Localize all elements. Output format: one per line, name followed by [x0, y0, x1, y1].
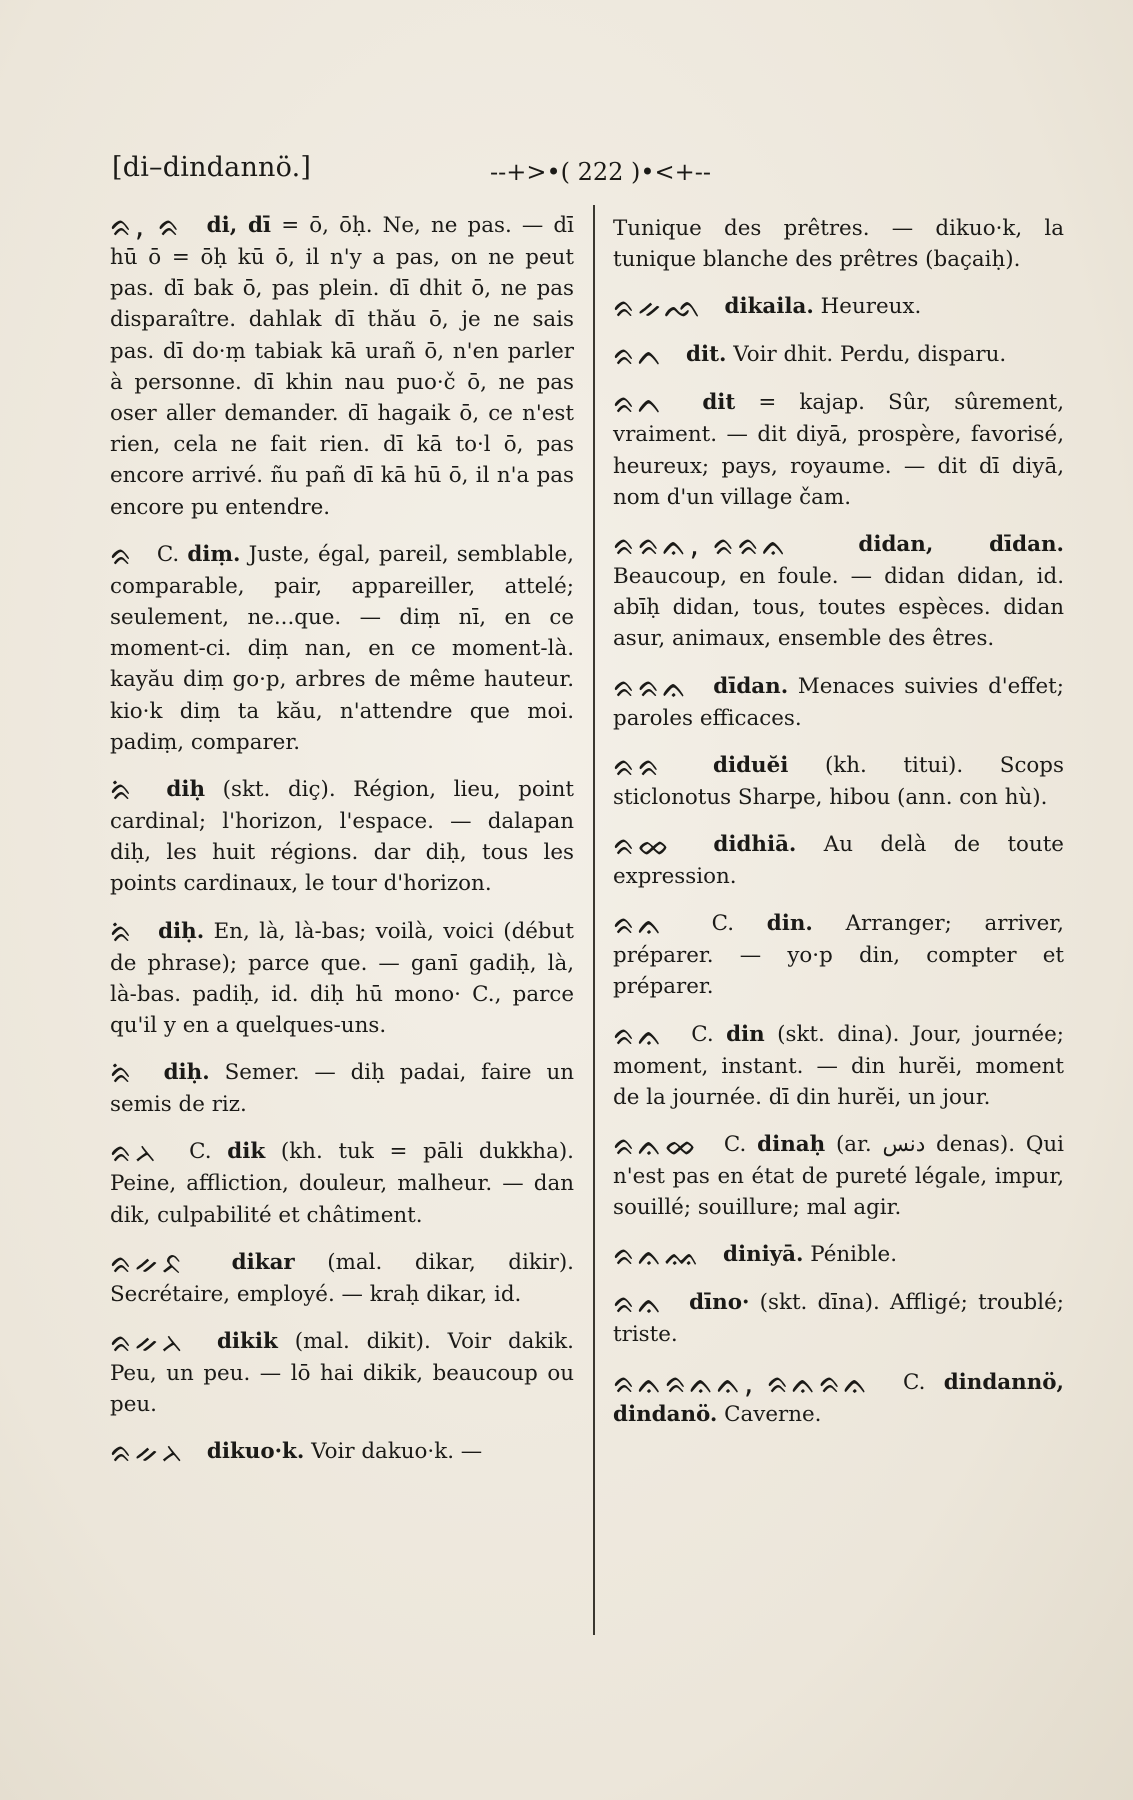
entry-definition: (kh. titui). Scops sticlonotus Sharpe, hibou (ann. con hù). [613, 752, 1064, 810]
dictionary-entry [110, 1247, 574, 1310]
entry-headword: din [726, 1021, 765, 1047]
entry-definition: Menaces suivies d'effet; paroles efficaces. [613, 673, 1064, 731]
entry-definition: En, là, là-bas; voilà, voici (début de phrase); parce que. — ganī gadiḥ, là, là-bas. padiḥ, id. diḥ hū mono· C., parce qu'il y en a quelques-uns. [110, 918, 574, 1039]
dictionary-entry [110, 1136, 574, 1230]
entry-definition: (mal. dikit). Voir dakik. Peu, un peu. — lō hai dikik, beaucoup ou peu. [110, 1329, 574, 1418]
entry-definition: = kajap. Sûr, sûrement, vraiment. — dit diyā, prospère, favorisé, heureux; pays, royaume. — dit dī diyā, nom d'un village čam. [613, 390, 1064, 510]
cham-script: ᨑᨊᨐ [613, 1238, 703, 1274]
dictionary-entry [110, 210, 574, 523]
dictionary-entry [613, 1287, 1064, 1350]
dictionary-entry [613, 290, 1064, 326]
entry-definition: Pénible. [810, 1242, 897, 1268]
entry-headword: diṃ. [187, 541, 241, 567]
entry-prefix: C. [691, 1021, 714, 1047]
entry-definition: Voir dhit. Perdu, disparu. [733, 342, 1007, 368]
column-divider [593, 205, 595, 1635]
entry-headword: diḥ [166, 777, 205, 803]
entry-headword: dindannö, dindanö. [613, 1369, 1064, 1427]
entry-definition: = ō, ōḥ. Ne, ne pas. — dī hū ō = ōḥ kū ō, il n'y a pas, on ne peut pas. dī bak ō, pas plein. dī dhit ō, ne pas disparaître. dahlak dī thău ō, je ne sais pas. dī do·ṃ tabiak kā urañ ō, n'en parler à personne. dī khin nau puo·č ō, ne pas oser aller demander. dī hagaik ō, ce n'est rien, cela ne fait rien. dī kā to·l ō, pas encore arrivé. ñu pañ dī kā hū ō, il n'a pas encore pu entendre. [110, 213, 574, 520]
cham-script: ᨑᨀᨂ [110, 1435, 187, 1471]
dictionary-entry-continued [613, 213, 1064, 275]
cham-script: ᨑᨊ [613, 1286, 665, 1322]
dictionary-entry [613, 529, 1064, 655]
cham-script: ᨑᨊᨑᨊᨊ, ᨑᨊᨑᨊ [613, 1365, 871, 1401]
dictionary-entry [613, 671, 1064, 734]
entry-headword: didan, dīdan. [858, 532, 1064, 558]
entry-headword: dikaila. [724, 294, 814, 320]
cham-script: ᨑᨖ [613, 828, 672, 864]
entry-definition: (skt. diç). Région, lieu, point cardinal; l'horizon, l'espace. — dalapan diḥ, les huit régions. dar diḥ, tous les points cardinaux, le tour d'horizon. [110, 777, 574, 897]
cham-script: ᨑᨀᨒ [613, 290, 704, 326]
entry-definition: (skt. dina). Jour, journée; moment, instant. — din hurĕi, moment de la journée. dī din hurĕi, un jour. [613, 1021, 1064, 1110]
entry-headword: diduĕi [713, 752, 789, 778]
entry-headword: dikuo·k. [206, 1439, 305, 1465]
entry-definition: (skt. dīna). Affligé; troublé; triste. [613, 1290, 1064, 1348]
entry-headword: dīdan. [713, 673, 789, 699]
dictionary-entry [613, 1238, 1064, 1274]
entry-prefix: C. [156, 541, 180, 567]
cham-script: ᨑᨑ [613, 748, 663, 784]
dictionary-entry [613, 750, 1064, 813]
entry-definition: Tunique des prêtres. — dikuo·k, la tunique blanche des prêtres (baçaiḥ). [613, 216, 1064, 273]
entry-definition: (ar. دنس denas). Qui n'est pas en état de pureté légale, impur, souillé; souillure; mal agir. [613, 1132, 1064, 1221]
cham-script: ᨑᨊ [613, 1017, 665, 1053]
entry-prefix: C. [711, 911, 734, 937]
entry-definition: Caverne. [724, 1401, 822, 1427]
right-column [613, 213, 1064, 1446]
cham-script: ᨑᨗ [110, 1056, 135, 1092]
dictionary-entry [110, 1326, 574, 1420]
entry-definition: Arranger; arriver, préparer. — yo·p din, compter et préparer. [613, 911, 1064, 1000]
cham-script: ᨑᨊᨖ [613, 1128, 700, 1164]
entry-prefix: C. [723, 1132, 747, 1158]
entry-headword: dit [702, 390, 736, 416]
entry-definition: Semer. — diḥ padai, faire un semis de riz. [110, 1060, 574, 1118]
entry-headword: dit. [686, 342, 727, 368]
cham-script: ᨑᨀᨂ [110, 1325, 187, 1361]
cham-script: ᨑᨈ [613, 338, 666, 374]
entry-headword: di, dī [206, 213, 272, 238]
cham-script: ᨑᨗ [110, 773, 135, 809]
cham-script: ᨑᨑᨊ [613, 669, 690, 705]
entry-headword: diniyā. [722, 1242, 804, 1268]
cham-script: ᨑᨀᨅ [110, 1245, 186, 1281]
cham-script: ᨑᨊ [613, 907, 665, 943]
entry-headword: dīno· [689, 1290, 750, 1316]
entry-headword: dikik [216, 1329, 278, 1355]
cham-script: ᨑᨈ [613, 386, 666, 422]
entry-headword: din. [766, 911, 813, 937]
entry-prefix: C. [189, 1139, 212, 1165]
dictionary-entry [613, 829, 1064, 892]
entry-definition: Beaucoup, en foule. — didan didan, id. abīḥ didan, tous, toutes espèces. didan asur, animaux, ensemble des êtres. [613, 564, 1064, 652]
running-head: [di–dindannö.] [112, 152, 312, 183]
entry-definition: Heureux. [820, 294, 922, 320]
dictionary-entry [110, 916, 574, 1042]
entry-definition: Au delà de toute expression. [613, 832, 1064, 890]
entry-definition: (kh. tuk = pāli dukkha). Peine, affliction, douleur, malheur. — dan dik, culpabilité et châtiment. [110, 1139, 574, 1228]
cham-script: ᨑ, ᨑ [110, 209, 183, 244]
dictionary-entry [613, 1129, 1064, 1223]
entry-headword: dikar [231, 1249, 295, 1275]
entry-prefix: C. [902, 1369, 926, 1395]
entry-headword: dik [227, 1139, 266, 1165]
dictionary-entry [613, 908, 1064, 1002]
dictionary-entry [613, 1019, 1064, 1113]
entry-definition: (mal. dikar, dikir). Secrétaire, employé. — kraḥ dikar, id. [110, 1249, 574, 1307]
dictionary-entry [110, 774, 574, 900]
entry-definition: Voir dakuo·k. — [311, 1439, 483, 1465]
entry-definition: Juste, égal, pareil, semblable, comparable, pair, appareiller, attelé; seulement, ne...que. — diṃ nī, en ce moment-ci. diṃ nan, en ce moment-là. kayău diṃ go·p, arbres de même hauteur. kio·k diṃ ta kău, n'attendre que moi. padiṃ, comparer. [110, 541, 574, 755]
dictionary-entry [613, 1367, 1064, 1430]
dictionary-entry [110, 539, 574, 758]
dictionary-entry [613, 338, 1064, 374]
entry-headword: diḥ. [158, 918, 205, 944]
entry-headword: didhiā. [713, 832, 797, 858]
cham-script: ᨑᨑᨊ, ᨑᨑᨊ [613, 528, 790, 564]
dictionary-entry [110, 1057, 574, 1120]
entry-headword: diḥ. [163, 1060, 210, 1086]
dictionary-entry [110, 1435, 574, 1471]
left-column [110, 210, 574, 1484]
cham-script: ᨑ [110, 537, 135, 573]
page-number: --+>•( 222 )•<+-- [490, 158, 711, 186]
cham-script: ᨑᨗ [110, 914, 135, 950]
dictionary-entry [613, 387, 1064, 513]
cham-script: ᨑᨂ [110, 1135, 160, 1171]
entry-headword: dinaḥ [757, 1132, 826, 1158]
